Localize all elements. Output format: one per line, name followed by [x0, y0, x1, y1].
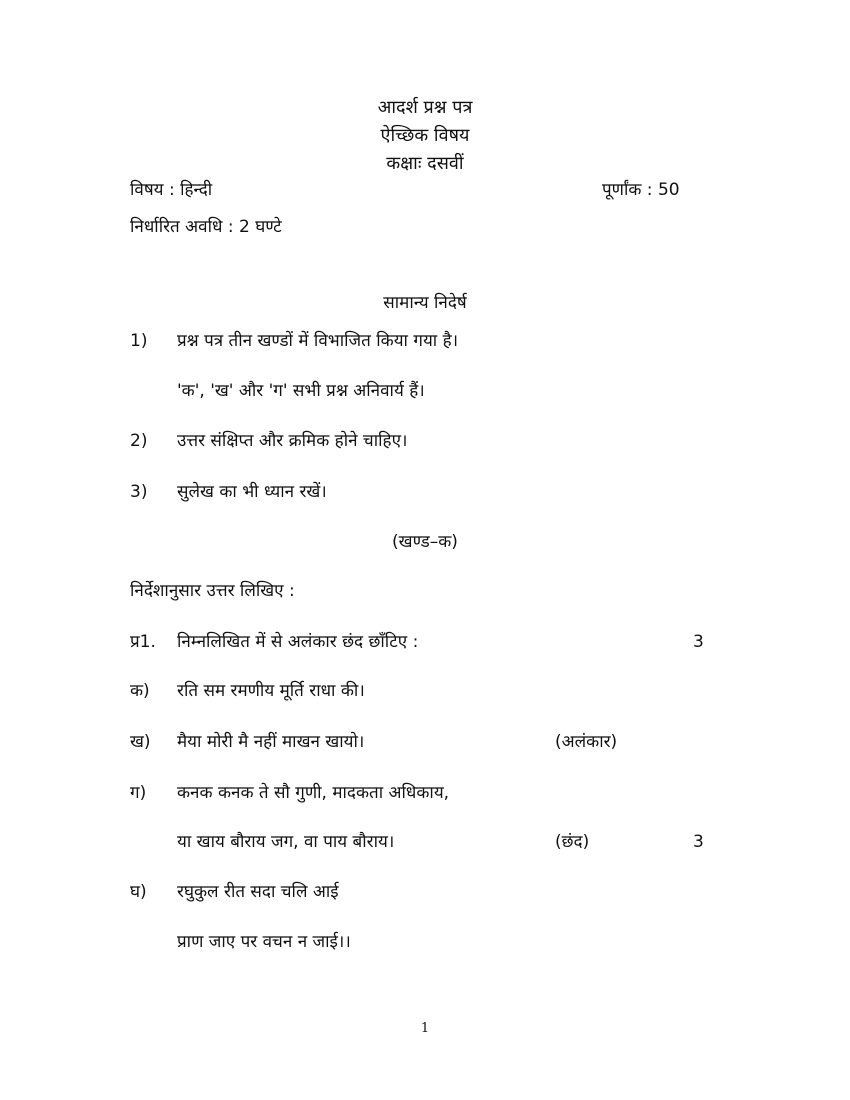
option-text: या खाय बौराय जग, वा पाय बौराय।: [177, 832, 395, 852]
option-marks: 3: [693, 832, 704, 852]
paper-title: आदर्श प्रश्न पत्र: [377, 97, 473, 118]
instruction-text: 'क', 'ख' और 'ग' सभी प्रश्न अनिवार्य हैं।: [177, 381, 425, 401]
question-text: निम्नलिखित में से अलंकार छंद छाँटिए :: [177, 632, 419, 652]
section-directive: निर्देशानुसार उत्तर लिखिए :: [130, 581, 295, 601]
option-text: कनक कनक ते सौ गुणी, मादकता अधिकाय,: [177, 783, 450, 803]
instruction-text: प्रश्न पत्र तीन खण्डों में विभाजित किया गया है।: [177, 331, 459, 351]
option-text: रति सम रमणीय मूर्ति राधा की।: [177, 681, 365, 701]
option-text: प्राण जाए पर वचन न जाई।।: [177, 932, 351, 952]
option-label: क): [130, 681, 150, 701]
option-text: रघुकुल रीत सदा चलि आई: [177, 882, 339, 902]
instruction-number: 2): [130, 431, 148, 451]
question-number: प्र1.: [130, 632, 156, 652]
question-marks: 3: [693, 632, 704, 652]
option-text: मैया मोरी मै नहीं माखन खायो।: [177, 732, 365, 752]
subject-label: विषय : हिन्दी: [130, 180, 213, 200]
section-heading: (खण्ड–क): [392, 532, 458, 552]
option-label: ग): [130, 783, 147, 803]
option-label: घ): [130, 882, 147, 902]
class-label: कक्षाः दसवीं: [386, 153, 464, 174]
max-marks-label: पूर्णांक : 50: [602, 180, 680, 200]
instruction-text: सुलेख का भी ध्यान रखें।: [177, 482, 327, 502]
instruction-text: उत्तर संक्षिप्त और क्रमिक होने चाहिए।: [177, 431, 408, 451]
option-label: ख): [130, 732, 151, 752]
page-number: 1: [420, 1021, 430, 1036]
instruction-number: 3): [130, 482, 148, 502]
duration-label: निर्धारित अवधि : 2 घण्टे: [130, 217, 282, 237]
instruction-number: 1): [130, 331, 148, 351]
option-tag: (छंद): [555, 832, 590, 852]
option-tag: (अलंकार): [555, 732, 618, 752]
instructions-heading: सामान्य निदेर्ष: [383, 293, 467, 313]
paper-subtitle: ऐच्छिक विषय: [380, 125, 470, 146]
